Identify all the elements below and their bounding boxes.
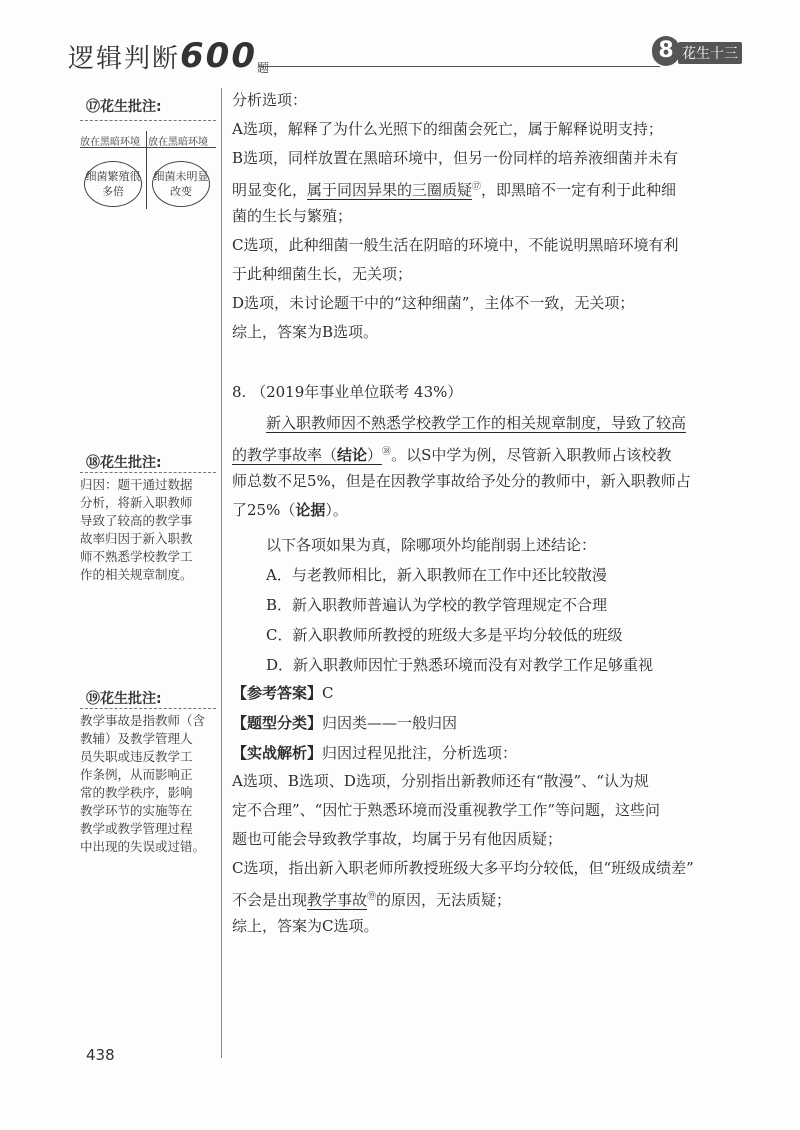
note-17-title: ⑰花生批注:	[86, 99, 162, 115]
diagram-left-label: 放在黑暗环境	[80, 137, 140, 148]
note-ref: ⑰	[472, 182, 482, 192]
q8-analysis	[232, 743, 732, 763]
q8-heading: 8. （2019年事业单位联考 43%）	[232, 383, 463, 401]
note-18-title: ⑱花生批注:	[86, 455, 162, 471]
underlined-text: 属于同因异果的三圈质疑	[307, 181, 473, 199]
note-line: 师不熟悉学校教学工	[80, 549, 193, 564]
brand-name: 花生十三	[678, 42, 742, 64]
column-divider	[221, 88, 222, 1058]
bold-label: 结论	[337, 446, 368, 464]
q8-abd-line3: 题也可能会导致教学事故，均属于另有他因质疑；	[232, 830, 563, 848]
prev-summary: 综上，答案为B选项。	[232, 323, 379, 341]
q8-summary: 综上，答案为C选项。	[232, 917, 379, 935]
note-18-rule	[80, 472, 216, 473]
answer-value: C	[322, 684, 334, 702]
book-title-text: 逻辑判断	[68, 44, 181, 74]
bold-label: 论据	[295, 501, 326, 519]
note-19-rule	[80, 708, 216, 709]
book-suffix: 题	[257, 61, 272, 75]
q8-question: 以下各项如果为真，除哪项外均能削弱上述结论：	[266, 536, 597, 554]
note-line: 作的相关规章制度。	[80, 567, 193, 582]
diagram-right-oval: 细菌未明显改变	[152, 161, 210, 207]
page-number: 438	[86, 1046, 115, 1064]
diagram-left-oval: 细菌繁殖很多倍	[84, 161, 142, 207]
note-ref: ⑲	[367, 892, 377, 902]
book-title	[68, 36, 271, 76]
note-line: 教辅）及教学管理人	[80, 731, 193, 746]
text: 的原因，无法质疑；	[376, 891, 512, 909]
note-line: 分析，将新入职教师	[80, 495, 193, 510]
prev-option-b-line1: B选项，同样放置在黑暗环境中，但另一份同样的培养液细菌并未有	[232, 149, 679, 167]
text: 明显变化，	[232, 181, 308, 199]
q8-stem-line4	[232, 500, 732, 520]
note-line: 教学或教学管理过程	[80, 821, 193, 836]
underlined-text: 新入职教师因不熟悉学校教学工作的相关规章制度，导致了较高	[266, 414, 687, 432]
q8-option-b: B．新入职教师普遍认为学校的教学管理规定不合理	[266, 596, 608, 614]
prev-option-b-line2	[232, 177, 732, 200]
note-line: 作条例，从而影响正	[80, 767, 193, 782]
answer-label: 【参考答案】	[232, 684, 323, 702]
q8-stem-line2	[232, 442, 732, 465]
underlined-text: ）	[367, 446, 383, 464]
q8-answer	[232, 683, 732, 703]
q8-abd-line2: 定不合理”、“因忙于熟悉环境而没重视教学工作”等问题，这些问	[232, 801, 661, 819]
diagram-right-label: 放在黑暗环境	[148, 137, 208, 148]
text: 了25%（	[232, 501, 296, 519]
note-ref: ⑱	[382, 447, 392, 457]
prev-option-c-line2: 于此种细菌生长，无关项；	[232, 265, 413, 283]
note-line: 员失职或违反教学工	[80, 749, 193, 764]
q8-option-a: A．与老教师相比，新入职教师在工作中还比较散漫	[266, 566, 607, 584]
book-number: 600	[180, 36, 257, 76]
prev-option-d: D选项，未讨论题干中的“这种细菌”，主体不一致，无关项；	[232, 294, 635, 312]
q8-c-line2	[232, 887, 732, 910]
brand-number: 8	[652, 36, 680, 66]
underlined-text: 教学事故	[307, 891, 368, 909]
q8-type	[232, 713, 732, 733]
prev-intro: 分析选项：	[232, 91, 308, 109]
prev-option-a: A选项，解释了为什么光照下的细菌会死亡，属于解释说明支持；	[232, 120, 663, 138]
q8-abd-line1: A选项、B选项、D选项，分别指出新教师还有“散漫”、“认为规	[232, 772, 649, 790]
text: 。以S中学为例，尽管新入职教师占该校教	[391, 446, 672, 464]
brand-logo	[652, 36, 742, 68]
note-line: 常的教学秩序，影响	[80, 785, 193, 800]
prev-option-c-line1: C选项，此种细菌一般生活在阴暗的环境中，不能说明黑暗环境有利	[232, 236, 679, 254]
note-line: 归因：题干通过数据	[80, 477, 193, 492]
q8-stem-line1	[266, 413, 766, 433]
type-label: 【题型分类】	[232, 714, 323, 732]
note-line: 导致了较高的教学事	[80, 513, 193, 528]
note-line: 中出现的失误或过错。	[80, 839, 206, 854]
diagram-bar	[80, 147, 216, 148]
note-18-body	[80, 476, 216, 584]
q8-stem-line3: 师总数不足5%，但是在因教学事故给予处分的教师中，新入职教师占	[232, 472, 691, 490]
analysis-value: 归因过程见批注，分析选项：	[322, 744, 518, 762]
header-rule	[258, 66, 660, 67]
note-17-rule	[80, 120, 216, 121]
analysis-label: 【实战解析】	[232, 744, 323, 762]
note-19-body	[80, 712, 216, 856]
text: ）。	[325, 501, 348, 519]
note-line: 教学事故是指教师（含	[80, 713, 206, 728]
note-line: 教学环节的实施等在	[80, 803, 193, 818]
diagram-split	[146, 131, 147, 209]
underlined-text: 的教学事故率（	[232, 446, 338, 464]
note-19-title: ⑲花生批注:	[86, 691, 162, 707]
q8-option-d: D．新入职教师因忙于熟悉环境而没有对教学工作足够重视	[266, 656, 654, 674]
prev-option-b-line3: 菌的生长与繁殖；	[232, 207, 353, 225]
q8-c-line1: C选项，指出新入职老师所教授班级大多平均分较低，但“班级成绩差”	[232, 859, 694, 877]
text: 不会是出现	[232, 891, 308, 909]
note-17-diagram	[80, 131, 216, 211]
q8-option-c: C．新入职教师所教授的班级大多是平均分较低的班级	[266, 626, 623, 644]
note-line: 故率归因于新入职教	[80, 531, 193, 546]
text: ，即黑暗不一定有利于此种细	[481, 181, 677, 199]
type-value: 归因类——一般归因	[322, 714, 458, 732]
